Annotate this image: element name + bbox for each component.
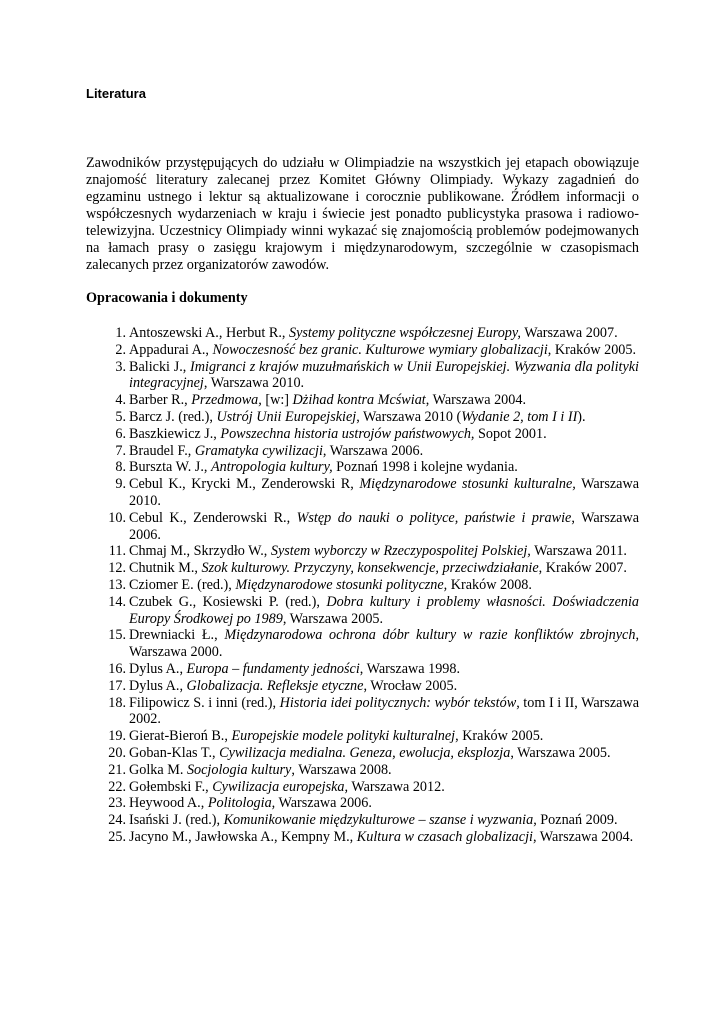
- reference-title: Systemy polityczne współczesnej Europy,: [289, 325, 521, 341]
- reference-fragment: Balicki J.,: [129, 358, 191, 375]
- reference-text: [129, 779, 445, 795]
- reference-number: 23.: [108, 795, 126, 812]
- reference-fragment: Drewniacki Ł.,: [129, 627, 225, 644]
- reference-fragment: , Kraków 2005.: [455, 728, 544, 745]
- reference-title: Cywilizacja europejska,: [212, 778, 349, 795]
- reference-item: [86, 627, 639, 661]
- reference-title: Nowoczesność bez granic. Kulturowe wymiary globalizacji: [212, 341, 548, 358]
- reference-title: Cywilizacja medialna. Geneza, ewolucja, eksplozja: [219, 744, 511, 761]
- reference-fragment: Barcz J. (red.),: [129, 408, 217, 425]
- reference-fragment: Jacyno M., Jawłowska A., Kempny M.,: [129, 828, 357, 845]
- reference-fragment: Cebul K., Zenderowski R.,: [129, 509, 297, 526]
- reference-fragment: , Warszawa 1998.: [359, 660, 461, 677]
- reference-title: Dżihad kontra Mcświat: [292, 392, 426, 409]
- reference-fragment: Barber R.,: [129, 392, 192, 409]
- reference-fragment: Chutnik M.,: [129, 560, 202, 577]
- reference-fragment: Gołembski F.,: [129, 778, 213, 795]
- reference-fragment: Warszawa 2011.: [530, 543, 627, 560]
- reference-fragment: , Kraków 2007.: [538, 560, 627, 577]
- reference-fragment: , Warszawa 2000.: [129, 627, 639, 661]
- reference-title: System wyborczy w Rzeczypospolitej Polskiej,: [270, 543, 531, 560]
- reference-fragment: Antoszewski A., Herbut R.,: [129, 325, 289, 341]
- reference-fragment: , Kraków 2005.: [547, 341, 637, 358]
- reference-fragment: Warszawa 2006.: [275, 795, 372, 812]
- reference-fragment: Golka M.: [129, 761, 187, 778]
- reference-text: [129, 459, 518, 475]
- reference-title: Kultura w czasach globalizacji: [356, 828, 533, 845]
- reference-fragment: Baszkiewicz J.,: [129, 425, 221, 442]
- reference-title: Gramatyka cywilizacji: [194, 442, 323, 459]
- reference-text: [129, 543, 627, 559]
- reference-item: [86, 728, 639, 745]
- reference-text: [129, 409, 586, 425]
- reference-number: 4.: [115, 392, 126, 409]
- reference-fragment: Warszawa 2010.: [129, 476, 640, 509]
- reference-number: 21.: [108, 761, 126, 778]
- reference-number: 16.: [108, 660, 126, 677]
- reference-title: Europejskie modele polityki kulturalnej: [231, 728, 456, 745]
- reference-number: 8.: [115, 459, 126, 476]
- reference-number: 17.: [108, 677, 126, 694]
- reference-fragment: Heywood A.,: [129, 795, 208, 812]
- reference-text: [129, 510, 639, 543]
- reference-fragment: Kraków 2008.: [447, 576, 532, 593]
- reference-text: [129, 443, 423, 459]
- reference-title: Przedmowa,: [191, 392, 262, 409]
- reference-title: Międzynarodowe stosunki polityczne,: [235, 576, 448, 593]
- reference-fragment: Filipowicz S. i inni (red.),: [129, 694, 280, 711]
- reference-fragment: Cziomer E. (red.),: [129, 576, 236, 593]
- reference-title: Ustrój Unii Europejskiej: [216, 408, 357, 425]
- reference-fragment: ).: [577, 408, 586, 425]
- reference-fragment: Appadurai A.,: [129, 341, 213, 358]
- reference-text: [129, 577, 532, 593]
- reference-text: [129, 728, 543, 744]
- reference-text: [129, 695, 639, 728]
- reference-item: [86, 392, 639, 409]
- reference-number: 9.: [115, 476, 126, 493]
- reference-number: 25.: [108, 828, 126, 845]
- reference-item: [86, 829, 639, 846]
- reference-title: Imigranci z krajów muzułmańskich w Unii Europejskiej. Wyzwania dla polityki integracyjnej: [129, 358, 640, 392]
- reference-fragment: , Warszawa 2006.: [129, 509, 639, 543]
- reference-title: Dobra kultury i problemy własności. Doświadczenia Europy Środkowej po 1989: [129, 593, 639, 627]
- reference-title: Międzynarodowe stosunki kulturalne,: [359, 476, 576, 493]
- reference-text: [129, 812, 618, 828]
- reference-fragment: Burszta W. J.,: [129, 459, 211, 476]
- reference-title: Szok kulturowy. Przyczyny, konsekwencje, przeciwdziałanie: [201, 560, 539, 577]
- reference-item: [86, 661, 639, 678]
- reference-item: [86, 762, 639, 779]
- reference-fragment: , Warszawa 2004.: [532, 828, 634, 845]
- reference-number: 19.: [108, 728, 126, 745]
- reference-text: [129, 795, 372, 811]
- reference-item: [86, 795, 639, 812]
- reference-number: 13.: [108, 576, 126, 593]
- reference-text: [129, 325, 618, 341]
- reference-fragment: , Warszawa 2005.: [510, 744, 611, 761]
- reference-number: 11.: [108, 543, 126, 560]
- reference-item: [86, 426, 639, 443]
- reference-item: [86, 443, 639, 460]
- reference-text: [129, 594, 639, 627]
- reference-item: [86, 678, 639, 695]
- reference-item: [86, 594, 639, 628]
- reference-fragment: , Warszawa 2006.: [322, 442, 424, 459]
- reference-fragment: , Warszawa 2008.: [291, 761, 392, 778]
- reference-item: [86, 359, 639, 393]
- reference-fragment: Warszawa 2012.: [348, 778, 445, 795]
- reference-item: [86, 476, 639, 510]
- reference-fragment: , Poznań 2009.: [533, 812, 618, 829]
- reference-fragment: [w:]: [261, 392, 293, 409]
- reference-title: Globalizacja. Refleksje etyczne: [186, 677, 364, 694]
- reference-fragment: , Warszawa 2005.: [282, 610, 384, 627]
- reference-title: Antropologia kultury,: [210, 459, 333, 476]
- reference-item: [86, 745, 639, 762]
- reference-fragment: , Wrocław 2005.: [363, 677, 458, 694]
- reference-item: [86, 325, 639, 342]
- reference-title: Międzynarodowa ochrona dóbr kultury w razie konfliktów zbrojnych: [224, 627, 636, 644]
- reference-fragment: Warszawa 2007.: [520, 325, 618, 341]
- reference-fragment: Goban-Klas T.,: [129, 744, 220, 761]
- reference-number: 18.: [108, 694, 126, 711]
- reference-title: Socjologia kultury: [186, 761, 292, 778]
- page-heading: Literatura: [86, 86, 146, 101]
- reference-number: 24.: [108, 812, 126, 829]
- reference-number: 7.: [115, 442, 126, 459]
- reference-item: [86, 543, 639, 560]
- reference-text: [129, 829, 633, 845]
- reference-number: 22.: [108, 778, 126, 795]
- intro-paragraph: Zawodników przystępujących do udziału w Olimpiadzie na wszystkich jej etapach obowiązuje znajomość literatury zalecanej przez Komitet Główny Olimpiady. Wykazy zagadnień do egzaminu ustnego i lektur są aktualizowane i corocznie publikowane. Źródłem informacji o współczesnych wydarzeniach w kraju i świecie jest ponadto publicystyka prasowa i radiowo-telewizyjna. Uczestnicy Olimpiady winni wykazać się znajomością problemów podejmowanych na łamach prasy o zasięgu krajowym i międzynarodowym, szczególnie w czasopismach zalecanych przez organizatorów zawodów.: [86, 155, 639, 273]
- reference-item: [86, 695, 639, 729]
- reference-number: 5.: [115, 408, 126, 425]
- reference-item: [86, 560, 639, 577]
- reference-text: [129, 392, 526, 408]
- reference-text: [129, 560, 627, 576]
- reference-number: 14.: [108, 593, 126, 610]
- reference-item: [86, 409, 639, 426]
- reference-fragment: , Warszawa 2004.: [425, 392, 526, 409]
- reference-item: [86, 812, 639, 829]
- reference-text: [129, 745, 611, 761]
- reference-fragment: Dylus A.,: [129, 677, 187, 694]
- reference-number: 12.: [108, 560, 126, 577]
- reference-fragment: Chmaj M., Skrzydło W.,: [129, 543, 271, 560]
- reference-text: [129, 678, 457, 694]
- reference-title: Historia idei politycznych: wybór tekstów: [279, 694, 517, 711]
- reference-fragment: Dylus A.,: [129, 660, 187, 677]
- reference-fragment: , Warszawa 2010.: [203, 375, 305, 392]
- reference-number: 15.: [108, 627, 126, 644]
- reference-item: [86, 577, 639, 594]
- reference-number: 3.: [115, 358, 126, 375]
- reference-fragment: Poznań 1998 i kolejne wydania.: [332, 459, 518, 476]
- reference-fragment: Gierat-Bieroń B.,: [129, 728, 232, 745]
- reference-title: Politologia,: [207, 795, 276, 812]
- reference-fragment: , Warszawa 2010 (: [356, 408, 462, 425]
- reference-number: 20.: [108, 744, 126, 761]
- reference-list: [86, 325, 639, 846]
- reference-fragment: Braudel F.,: [129, 442, 195, 459]
- reference-fragment: Czubek G., Kosiewski P. (red.),: [129, 593, 327, 610]
- reference-text: [129, 359, 639, 392]
- reference-number: 10.: [108, 509, 126, 526]
- reference-item: [86, 459, 639, 476]
- reference-text: [129, 342, 636, 358]
- reference-fragment: Cebul K., Krycki M., Zenderowski R,: [129, 476, 360, 493]
- reference-fragment: , tom I i II, Warszawa 2002.: [129, 694, 640, 728]
- reference-title: Wstęp do nauki o polityce, państwie i prawie: [296, 509, 572, 526]
- reference-item: [86, 779, 639, 796]
- reference-number: 2.: [115, 341, 126, 358]
- reference-fragment: Sopot 2001.: [474, 425, 547, 442]
- reference-number: 6.: [115, 425, 126, 442]
- reference-title: Komunikowanie międzykulturowe – szanse i wyzwania: [223, 812, 534, 829]
- reference-title: Europa – fundamenty jedności: [186, 660, 360, 677]
- reference-number: 1.: [115, 325, 126, 341]
- reference-item: [86, 510, 639, 544]
- reference-fragment: Isański J. (red.),: [129, 812, 224, 829]
- section-title: Opracowania i dokumenty: [86, 290, 248, 306]
- reference-title: Powszechna historia ustrojów państwowych,: [220, 425, 475, 442]
- reference-text: [129, 762, 392, 778]
- reference-text: [129, 627, 639, 660]
- reference-text: [129, 476, 639, 509]
- reference-item: [86, 342, 639, 359]
- reference-title: Wydanie 2, tom I i II: [461, 408, 578, 425]
- reference-text: [129, 661, 460, 677]
- reference-text: [129, 426, 547, 442]
